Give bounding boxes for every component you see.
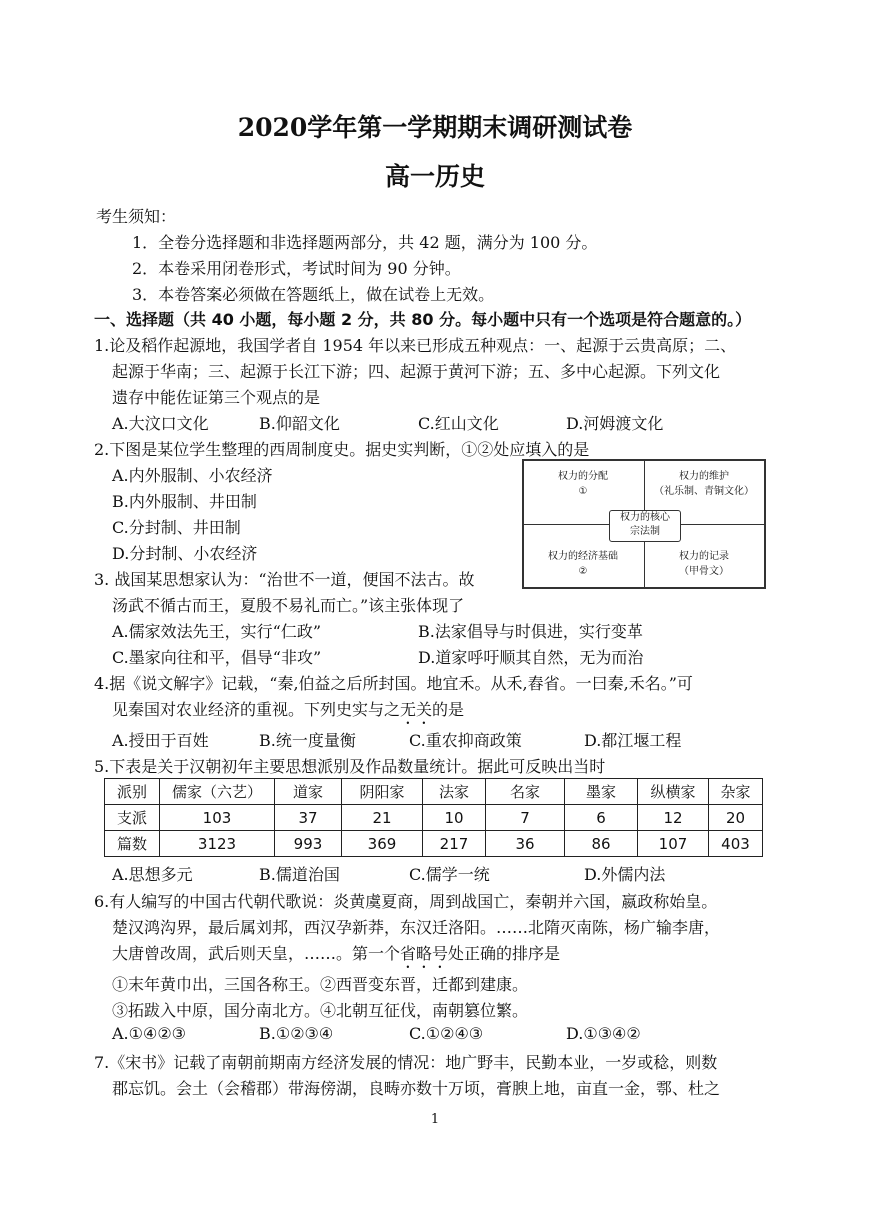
question-6-line: 楚汉鸿沟界，最后属刘邦，西汉孕新莽，东汉迁洛阳。……北隋灭南陈，杨广输李唐，: [112, 918, 721, 937]
table-cell: 支派: [105, 805, 160, 831]
question-4-emphasis: 无关: [400, 700, 433, 719]
question-3-option-d: D.道家呼吁顺其自然，无为而治: [418, 648, 644, 667]
question-6-option-c: C.①②④③: [409, 1024, 484, 1043]
diagram-center-core: [609, 510, 681, 542]
question-6-option-d: D.①③④②: [566, 1024, 641, 1043]
notice-item: 1．全卷分选择题和非选择题两部分，共 42 题，满分为 100 分。: [132, 233, 598, 252]
question-6-line: 6.有人编写的中国古代朝代歌说：炎黄虞夏商，周到战国亡，秦朝并六国，嬴政称始皇。: [94, 892, 718, 911]
question-4-option-b: B.统一度量衡: [259, 731, 356, 750]
table-cell: 12: [638, 805, 709, 831]
exam-title: 2020学年第一学期期末调研测试卷: [237, 113, 633, 142]
table-cell: 36: [486, 831, 565, 857]
question-2-option-c: C.分封制、井田制: [112, 518, 241, 537]
question-3-option-a: A.儒家效法先王，实行“仁政”: [112, 622, 322, 641]
diagram-value: 宗法制: [630, 526, 660, 537]
question-6-option-b: B.①②③④: [259, 1024, 334, 1043]
table-cell: 儒家（六艺）: [160, 779, 275, 805]
question-4-line: 4.据《说文解字》记载，“秦,伯益之后所封国。地宜禾。从禾,舂省。一曰秦,禾名。”可: [94, 674, 693, 693]
table-cell: 派别: [105, 779, 160, 805]
diagram-label: 权力的核心: [620, 512, 670, 523]
diagram-value: ①: [578, 486, 588, 497]
diagram-cell-power-record: [645, 549, 763, 579]
table-cell: 7: [486, 805, 565, 831]
question-7-line: 郡忘饥。会土（会稽郡）带海傍湖，良畴亦数十万顷，膏腴上地，亩直一金，鄠、杜之: [112, 1079, 721, 1098]
question-1-line: 1.论及稻作起源地，我国学者自 1954 年以来已形成五种观点：一、起源于云贵高原；二、: [94, 336, 737, 355]
table-cell: 37: [275, 805, 342, 831]
diagram-cell-economic-base: [524, 549, 642, 579]
question-6-text: 处正确的排序是: [448, 944, 561, 963]
table-cell: 107: [638, 831, 709, 857]
question-3-option-c: C.墨家向往和平，倡导“非攻”: [112, 648, 322, 667]
question-3-line: 汤武不循古而王，夏殷不易礼而亡。”该主张体现了: [112, 596, 465, 615]
table-cell: 369: [342, 831, 423, 857]
question-1-option-a: A.大汶口文化: [112, 414, 209, 433]
question-2-option-d: D.分封制、小农经济: [112, 544, 258, 563]
diagram-label: 权力的经济基础: [548, 551, 618, 562]
question-4-line: [112, 697, 464, 728]
question-6-emphasis: 省略号: [400, 944, 449, 963]
exam-subject: 高一历史: [384, 162, 485, 191]
question-1-line: 遗存中能佐证第三个观点的是: [112, 388, 321, 407]
table-cell: 993: [275, 831, 342, 857]
table-row: [105, 831, 763, 857]
notice-item: 3．本卷答案必须做在答题纸上，做在试卷上无效。: [132, 285, 495, 304]
table-cell: 杂家: [709, 779, 763, 805]
table-cell: 道家: [275, 779, 342, 805]
section-heading: 一、选择题（共 40 小题，每小题 2 分，共 80 分。每小题中只有一个选项是符合题意的。）: [94, 310, 752, 329]
question-7-line: 7.《宋书》记载了南朝前期南方经济发展的情况：地广野丰，民勤本业，一岁或稔，则数: [94, 1053, 718, 1072]
table-cell: 篇数: [105, 831, 160, 857]
question-4-option-d: D.都江堰工程: [584, 731, 682, 750]
question-5-option-c: C.儒学一统: [409, 865, 490, 884]
question-4-option-a: A.授田于百姓: [112, 731, 209, 750]
table-cell: 103: [160, 805, 275, 831]
diagram-cell-power-maintenance: [645, 469, 763, 499]
table-cell: 法家: [423, 779, 486, 805]
table-cell: 86: [565, 831, 638, 857]
table-cell: 403: [709, 831, 763, 857]
schools-table: [104, 778, 763, 857]
question-5-option-a: A.思想多元: [112, 865, 193, 884]
diagram-label: 权力的记录: [679, 551, 729, 562]
question-1-option-c: C.红山文化: [418, 414, 499, 433]
diagram-label: 权力的分配: [558, 471, 608, 482]
diagram-value: （甲骨文）: [679, 566, 729, 577]
question-1-option-b: B.仰韶文化: [259, 414, 340, 433]
question-5-option-b: B.儒道治国: [259, 865, 340, 884]
page-number: 1: [430, 1112, 440, 1127]
question-5-stem: 5.下表是关于汉朝初年主要思想派别及作品数量统计。据此可反映出当时: [94, 757, 606, 776]
zhou-system-diagram: [522, 459, 766, 589]
question-2-option-a: A.内外服制、小农经济: [112, 466, 273, 485]
question-1-option-d: D.河姆渡文化: [566, 414, 664, 433]
question-4-text: 见秦国对农业经济的重视。下列史实与之: [112, 700, 401, 719]
table-header-row: [105, 779, 763, 805]
table-cell: 20: [709, 805, 763, 831]
table-cell: 纵横家: [638, 779, 709, 805]
table-cell: 217: [423, 831, 486, 857]
table-cell: 6: [565, 805, 638, 831]
question-6-item: ①末年黄巾出，三国各称王。②西晋变东晋，迁都到建康。: [112, 975, 529, 994]
question-2-stem: 2.下图是某位学生整理的西周制度史。据史实判断，①②处应填入的是: [94, 440, 590, 459]
question-6-line: [112, 941, 560, 972]
notice-item: 2．本卷采用闭卷形式，考试时间为 90 分钟。: [132, 259, 461, 278]
question-1-line: 起源于华南；三、起源于长江下游；四、起源于黄河下游；五、多中心起源。下列文化: [112, 362, 721, 381]
question-6-option-a: A.①④②③: [112, 1024, 187, 1043]
diagram-cell-power-distribution: [524, 469, 642, 499]
question-6-text: 大唐曾改周，武后则天皇，……。第一个: [112, 944, 401, 963]
notice-heading: 考生须知：: [96, 207, 177, 226]
question-2-option-b: B.内外服制、井田制: [112, 492, 257, 511]
diagram-value: （礼乐制、青铜文化）: [654, 486, 754, 497]
table-cell: 墨家: [565, 779, 638, 805]
table-cell: 3123: [160, 831, 275, 857]
table-cell: 10: [423, 805, 486, 831]
question-4-text: 的是: [432, 700, 465, 719]
table-cell: 21: [342, 805, 423, 831]
question-5-option-d: D.外儒内法: [584, 865, 666, 884]
table-row: [105, 805, 763, 831]
diagram-value: ②: [578, 566, 588, 577]
question-4-option-c: C.重农抑商政策: [409, 731, 522, 750]
diagram-label: 权力的维护: [679, 471, 729, 482]
table-cell: 名家: [486, 779, 565, 805]
question-6-item: ③拓跋入中原，国分南北方。④北朝互征伐，南朝篡位繁。: [112, 1001, 529, 1020]
question-3-line: 3. 战国某思想家认为：“治世不一道，便国不法古。故: [94, 570, 475, 589]
table-cell: 阴阳家: [342, 779, 423, 805]
question-3-option-b: B.法家倡导与时俱进，实行变革: [418, 622, 643, 641]
